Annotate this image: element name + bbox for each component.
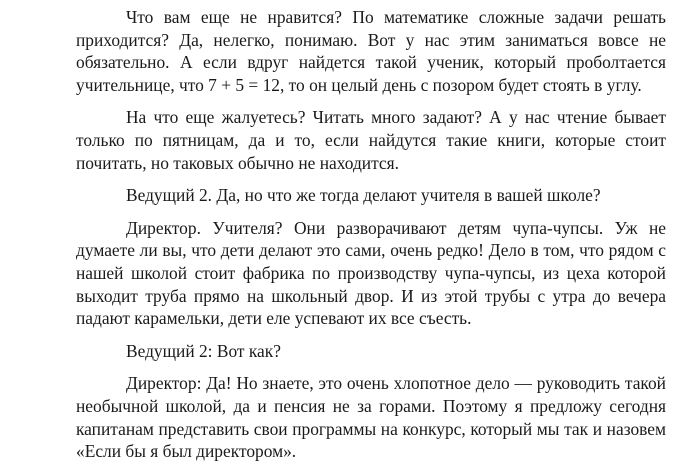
paragraph-6: Директор: Да! Но знаете, это очень хлопотное дело — руководить такой необычной школой, да и пенсия не за горами. Поэтому я предложу сегодня капитанам представить свои программы на конкурс, который мы так и назовем «Если бы я был директором». (76, 373, 666, 462)
paragraph-2: На что еще жалуетесь? Читать много задают? А у нас чтение бывает только по пятницам, да и то, если найдутся такие книги, которые стоит почитать, но таковых обычно не находится. (76, 107, 666, 173)
document-body (76, 6, 666, 473)
paragraph-3: Ведущий 2. Да, но что же тогда делают учителя в вашей школе? (126, 185, 601, 206)
paragraph-5: Ведущий 2: Вот как? (126, 340, 281, 361)
paragraph-4: Директор. Учителя? Они разворачивают детям чупа-чупсы. Уж не думаете ли вы, что дети делают это сами, очень редко! Дело в том, что рядом с нашей школой стоит фабрика по производству чупа-чупсы, из цеха которой выходит труба прямо на школьный двор. И из этой трубы с утра до вечера падают карамельки, дети еле успевают их все съесть. (76, 217, 666, 329)
paragraph-1: Что вам еще не нравится? По математике сложные задачи решать приходится? Да, нелегко, понимаю. Вот у нас этим заниматься вовсе не обязательно. А если вдруг найдется такой ученик, который проболтается учительнице, что 7 + 5 = 12, то он целый день с позором будет стоять в углу. (76, 7, 666, 95)
